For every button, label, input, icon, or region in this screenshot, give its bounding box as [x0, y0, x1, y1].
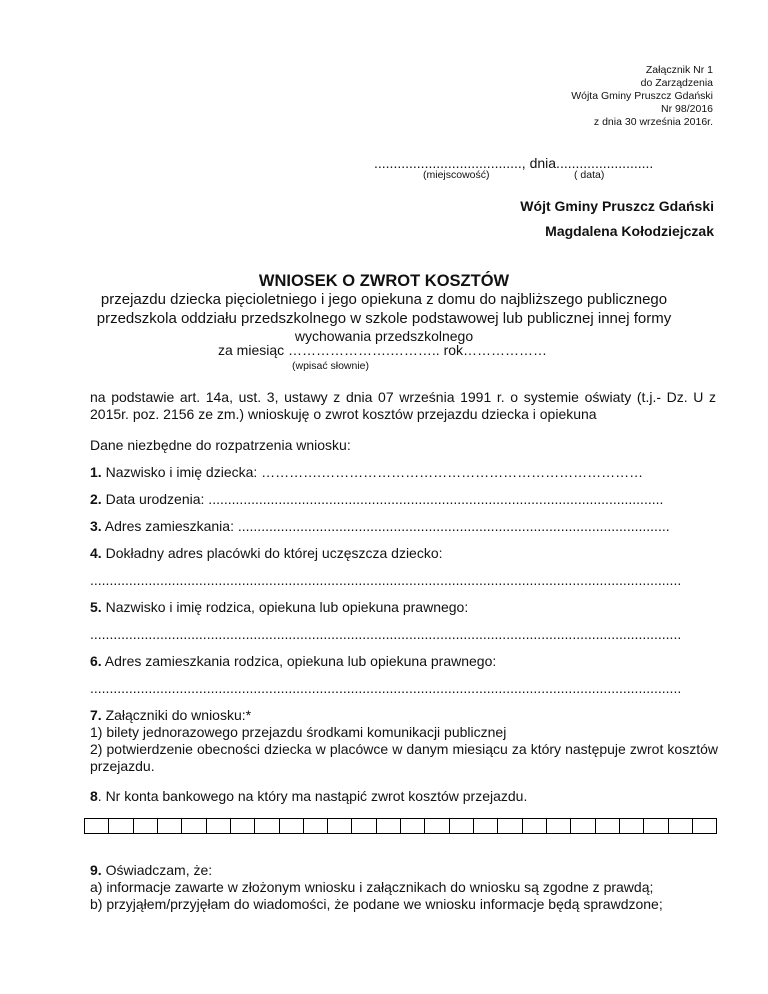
field-number: 1. [90, 464, 102, 480]
account-digit-cell[interactable] [596, 818, 620, 834]
account-digit-cell[interactable] [255, 818, 279, 834]
parent-address-label [90, 653, 718, 670]
account-digit-cell[interactable] [207, 818, 231, 834]
child-name-field[interactable] [90, 464, 718, 481]
field-label: Data urodzenia: ..................................................................................................................... [101, 491, 664, 507]
account-digit-cell[interactable] [134, 818, 158, 834]
field-label: Oświadczam, że: [101, 862, 213, 878]
attachment-item: 2) potwierdzenie obecności dziecka w placówce w danym miesiącu za który następuje zwrot kosztów przejazdu. [90, 741, 718, 774]
intro-text: Dane niezbędne do rozpatrzenia wniosku: [90, 437, 351, 453]
field-number: 6. [90, 653, 102, 669]
account-digit-cell[interactable] [231, 818, 255, 834]
field-label: Nazwisko i imię dziecka: ………….…………………………………………………………… [101, 464, 644, 480]
month-caption: (wpisać słownie) [292, 360, 370, 372]
birth-date-field[interactable] [90, 491, 718, 508]
declaration-item: b) przyjąłem/przyjęłam do wiadomości, że podane we wniosku informacje będą sprawdzone; [90, 896, 663, 912]
annex-line: Nr 98/2016 [661, 103, 713, 115]
account-digit-cell[interactable] [377, 818, 401, 834]
annex-line: z dnia 30 września 2016r. [593, 116, 713, 128]
address-field[interactable] [90, 518, 718, 535]
field-number: 5. [90, 599, 102, 615]
field-label: Dokładny adres placówki do której uczęszcza dziecko: [101, 545, 443, 561]
account-digit-cell[interactable] [547, 818, 571, 834]
account-digit-cell[interactable] [425, 818, 449, 834]
account-digit-cell[interactable] [85, 818, 109, 834]
parent-name-field[interactable]: ........................................................................................................................................................ [90, 626, 682, 642]
declaration-label [90, 862, 718, 879]
field-number: 9. [90, 862, 102, 878]
field-label: . Nr konta bankowego na który ma nastąpić zwrot kosztów przejazdu. [97, 788, 528, 804]
field-number: 8 [90, 788, 98, 804]
account-digit-cell[interactable] [644, 818, 668, 834]
recipient-name: Magdalena Kołodziejczak [545, 223, 714, 239]
month-year-field[interactable]: za miesiąc ………………….……….. rok……………… [218, 342, 548, 358]
subtitle-line: przejazdu dziecka pięcioletniego i jego opiekuna z domu do najbliższego publicznego [100, 291, 668, 308]
account-digit-cell[interactable] [158, 818, 182, 834]
field-number: 4. [90, 545, 102, 561]
place-caption: (miejscowość) [423, 169, 490, 181]
field-number: 7. [90, 707, 102, 723]
field-label: Adres zamieszkania: ............................................................................................................... [101, 518, 670, 534]
subtitle-line: wychowania przedszkolnego [294, 328, 474, 344]
bank-account-label [90, 788, 718, 805]
account-digit-cell[interactable] [401, 818, 425, 834]
date-caption: ( data) [574, 169, 605, 181]
account-digit-cell[interactable] [280, 818, 304, 834]
annex-line: do Zarządzenia [640, 77, 713, 89]
account-digit-cell[interactable] [109, 818, 133, 834]
field-label: Załączniki do wniosku:* [101, 707, 252, 723]
subtitle-line: przedszkola oddziału przedszkolnego w szkole podstawowej lub publicznej innej formy [96, 310, 672, 327]
bank-account-grid[interactable] [84, 818, 717, 834]
field-number: 2. [90, 491, 102, 507]
annex-reference [571, 64, 713, 129]
account-digit-cell[interactable] [304, 818, 328, 834]
place-date-line[interactable]: ......................................, dnia......................... [374, 155, 654, 171]
account-digit-cell[interactable] [182, 818, 206, 834]
field-number: 3. [90, 518, 102, 534]
account-digit-cell[interactable] [571, 818, 595, 834]
annex-line: Wójta Gminy Pruszcz Gdański [571, 90, 713, 102]
account-digit-cell[interactable] [328, 818, 352, 834]
facility-address-label [90, 545, 718, 562]
annex-line: Załącznik Nr 1 [645, 64, 713, 76]
facility-address-field[interactable]: ........................................................................................................................................................ [90, 572, 682, 588]
recipient-title: Wójt Gminy Pruszcz Gdański [520, 198, 714, 214]
attachment-item: 1) bilety jednorazowego przejazdu środkami komunikacji publicznej [90, 724, 507, 740]
field-label: Adres zamieszkania rodzica, opiekuna lub opiekuna prawnego: [101, 653, 497, 669]
legal-basis-paragraph: na podstawie art. 14a, ust. 3, ustawy z dnia 07 września 1991 r. o systemie oświaty (t.j.- Dz. U z 2015r. poz. 2156 ze zm.) wnioskuję o zwrot kosztów przejazdu dziecka i opiekuna [90, 389, 716, 422]
account-digit-cell[interactable] [620, 818, 644, 834]
account-digit-cell[interactable] [450, 818, 474, 834]
parent-name-label [90, 599, 718, 616]
declaration-item: a) informacje zawarte w złożonym wniosku i załącznikach do wniosku są zgodne z prawdą; [90, 879, 654, 895]
account-digit-cell[interactable] [498, 818, 522, 834]
account-digit-cell[interactable] [352, 818, 376, 834]
attachments-label [90, 707, 718, 724]
account-digit-cell[interactable] [693, 818, 717, 834]
parent-address-field[interactable]: ........................................................................................................................................................ [90, 680, 682, 696]
document-title: WNIOSEK O ZWROT KOSZTÓW [258, 272, 510, 290]
account-digit-cell[interactable] [669, 818, 693, 834]
account-digit-cell[interactable] [523, 818, 547, 834]
account-digit-cell[interactable] [474, 818, 498, 834]
field-label: Nazwisko i imię rodzica, opiekuna lub opiekuna prawnego: [101, 599, 469, 615]
